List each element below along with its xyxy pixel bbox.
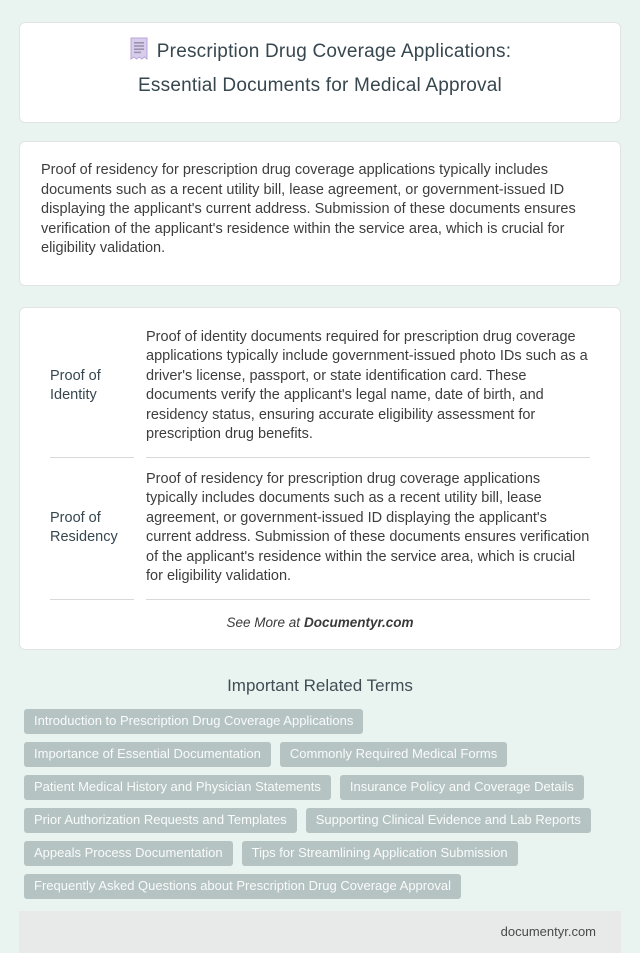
documents-table-card [19,307,621,650]
row-label: Proof of Identity [50,316,134,458]
tag-medical-history[interactable]: Patient Medical History and Physician Statements [24,775,331,800]
row-description: Proof of identity documents required for prescription drug coverage applications typically include government-issued photo IDs such as a driver's license, passport, or state identification card. These documents verify the applicant's legal name, date of birth, and residency status, ensuring accurate eligibility assessment for prescription drug benefits. [146,316,590,458]
tag-medical-forms[interactable]: Commonly Required Medical Forms [280,742,507,767]
tag-importance-documentation[interactable]: Importance of Essential Documentation [24,742,271,767]
page-title [95,37,545,100]
table-row [50,458,590,600]
tag-clinical-evidence[interactable]: Supporting Clinical Evidence and Lab Reports [306,808,591,833]
table-row [50,316,590,458]
intro-card [19,141,621,286]
receipt-icon [129,37,149,71]
tag-prior-authorization[interactable]: Prior Authorization Requests and Templates [24,808,297,833]
tag-insurance-policy[interactable]: Insurance Policy and Coverage Details [340,775,584,800]
tag-faq[interactable]: Frequently Asked Questions about Prescription Drug Coverage Approval [24,874,461,899]
intro-text: Proof of residency for prescription drug coverage applications typically includes documents such as a recent utility bill, lease agreement, or government-issued ID displaying the applicant's current address. Submission of these documents ensures verification of the applicant's residence within the service area, which is crucial for eligibility validation. [41,162,576,256]
title-card [19,22,621,123]
footer-site-link[interactable]: documentyr.com [500,924,596,939]
row-description: Proof of residency for prescription drug coverage applications typically includes documents such as a recent utility bill, lease agreement, or government-issued ID displaying the applicant's current address. Submission of these documents ensures verification of the applicant's residence within the service area, which is crucial for eligibility validation. [146,458,590,600]
row-label: Proof of Residency [50,458,134,600]
tag-appeals-process[interactable]: Appeals Process Documentation [24,841,233,866]
see-more-prefix: See More at [226,614,300,630]
related-terms-tags [24,709,616,899]
tag-introduction[interactable]: Introduction to Prescription Drug Coverage Applications [24,709,363,734]
see-more-line [38,615,602,630]
see-more-site-link[interactable]: Documentyr.com [304,614,414,630]
tag-streamlining-tips[interactable]: Tips for Streamlining Application Submission [242,841,518,866]
related-terms-heading: Important Related Terms [227,675,413,695]
page-title-text: Prescription Drug Coverage Applications: Essential Documents for Medical Approval [138,41,512,96]
footer-bar [19,911,621,953]
documents-table [38,316,602,600]
